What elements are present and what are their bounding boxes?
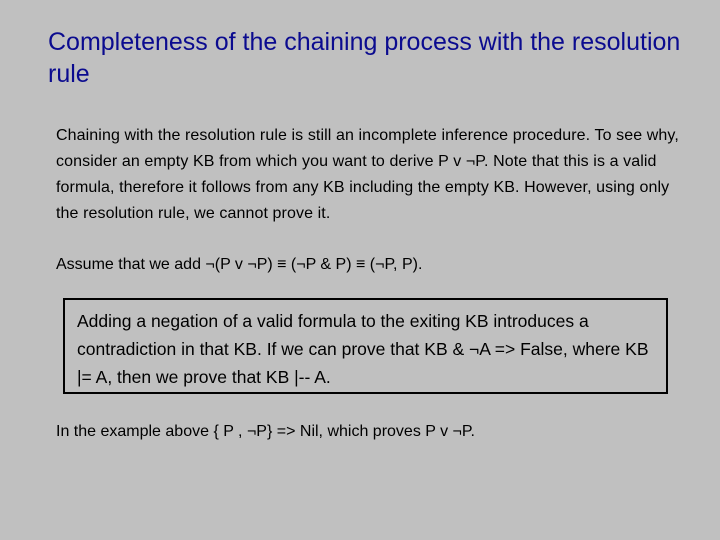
slide-title: Completeness of the chaining process with the resolution rule xyxy=(48,28,681,88)
intro-paragraph: Chaining with the resolution rule is still an incomplete inference procedure. To see why, consider an empty KB from which you want to derive P v ¬P. Note that this is a valid formula, therefore it follows from any KB including the empty KB. However, using only the resolution rule, we cannot prove it. xyxy=(56,127,679,222)
highlight-box xyxy=(63,298,668,394)
example-paragraph: In the example above { P , ¬P} => Nil, which proves P v ¬P. xyxy=(56,423,475,440)
highlight-box-text: Adding a negation of a valid formula to the exiting KB introduces a contradiction in that KB. If we can prove that KB & ¬A => False, where KB |= A, then we prove that KB |-- A. xyxy=(77,311,649,387)
assumption-paragraph: Assume that we add ¬(P v ¬P) ≡ (¬P & P) ≡ (¬P, P). xyxy=(56,256,423,273)
